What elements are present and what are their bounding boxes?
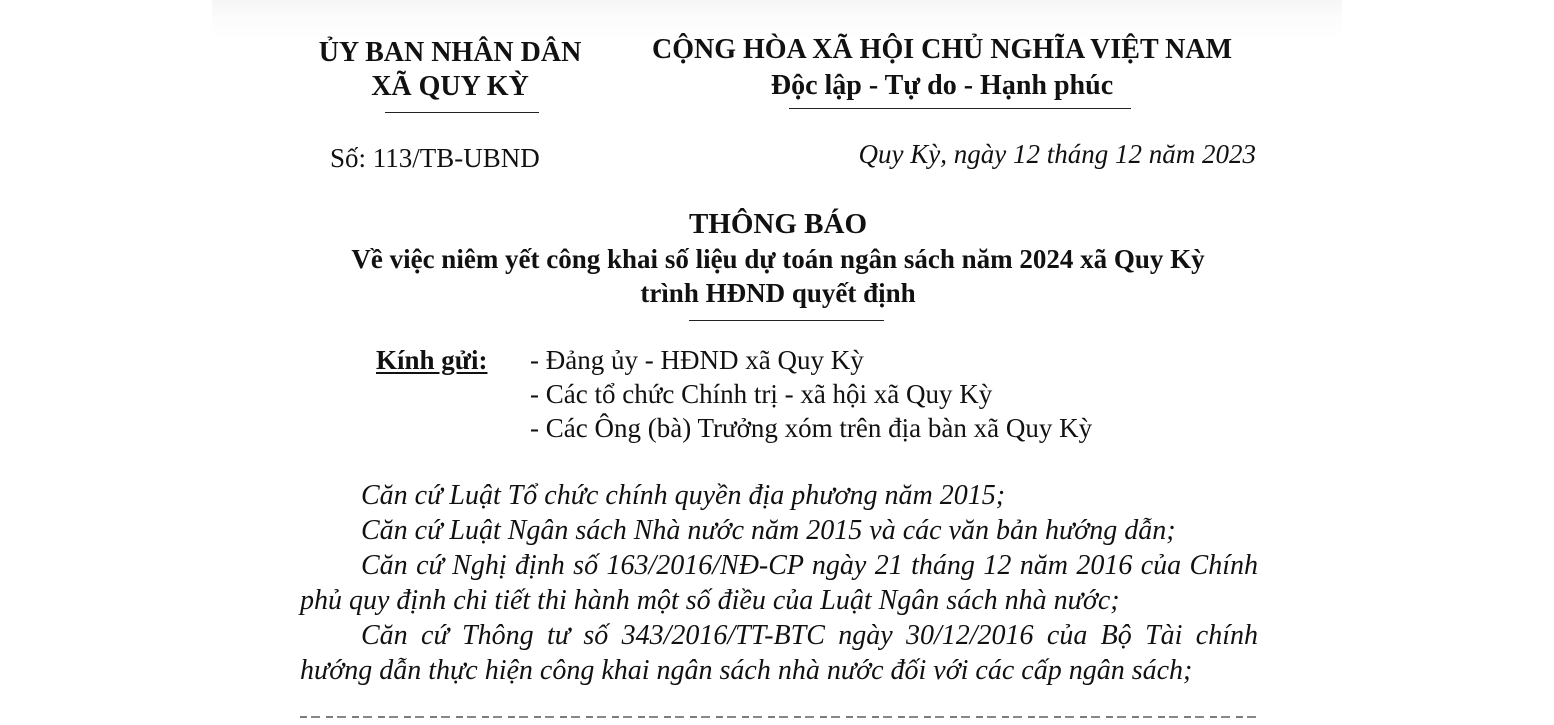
recipients-list bbox=[530, 343, 1092, 445]
recipient-item: - Đảng ủy - HĐND xã Quy Kỳ bbox=[530, 345, 864, 375]
agency-line-1: ỦY BAN NHÂN DÂN bbox=[318, 37, 582, 68]
title-block bbox=[300, 206, 1256, 310]
recipients-label-text: Kính gửi: bbox=[376, 345, 488, 375]
body-paragraph: Căn cứ Luật Tổ chức chính quyền địa phương năm 2015; bbox=[361, 480, 1006, 511]
agency-line-2: XÃ QUY KỲ bbox=[371, 71, 529, 102]
partial-text-line bbox=[300, 716, 1258, 718]
title-underline bbox=[689, 320, 884, 321]
recipient-item: - Các Ông (bà) Trưởng xóm trên địa bàn xã Quy Kỳ bbox=[530, 413, 1093, 443]
issuing-agency bbox=[300, 36, 600, 104]
subtitle-line-2: trình HĐND quyết định bbox=[640, 278, 916, 308]
nation-line-2: Độc lập - Tự do - Hạnh phúc bbox=[770, 70, 1114, 101]
body-paragraph: Căn cứ Nghị định số 163/2016/NĐ-CP ngày 21 tháng 12 năm 2016 của Chính phủ quy định chi tiết thi hành một số điều của Luật Ngân sách nhà nước; bbox=[300, 550, 1258, 616]
recipient-item: - Các tổ chức Chính trị - xã hội xã Quy Kỳ bbox=[530, 379, 993, 409]
nation-line-1: CỘNG HÒA XÃ HỘI CHỦ NGHĨA VIỆT NAM bbox=[651, 34, 1233, 65]
place-and-date: Quy Kỳ, ngày 12 tháng 12 năm 2023 bbox=[858, 139, 1256, 169]
document-number: Số: 113/TB-UBND bbox=[330, 143, 540, 173]
body-paragraph: Căn cứ Luật Ngân sách Nhà nước năm 2015 và các văn bản hướng dẫn; bbox=[361, 515, 1176, 546]
body-paragraph: Căn cứ Thông tư số 343/2016/TT-BTC ngày 30/12/2016 của Bộ Tài chính hướng dẫn thực hiện công khai ngân sách nhà nước đối với các cấp ngân sách; bbox=[300, 620, 1258, 686]
cut-off-next-line bbox=[300, 716, 1258, 725]
document-body bbox=[300, 478, 1258, 688]
agency-underline bbox=[385, 112, 539, 113]
document-title: THÔNG BÁO bbox=[688, 208, 868, 240]
recipients-label bbox=[376, 343, 487, 377]
motto-underline bbox=[789, 108, 1131, 109]
subtitle-line-1: Về việc niêm yết công khai số liệu dự toán ngân sách năm 2024 xã Quy Kỳ bbox=[351, 244, 1205, 274]
national-motto bbox=[622, 32, 1262, 104]
